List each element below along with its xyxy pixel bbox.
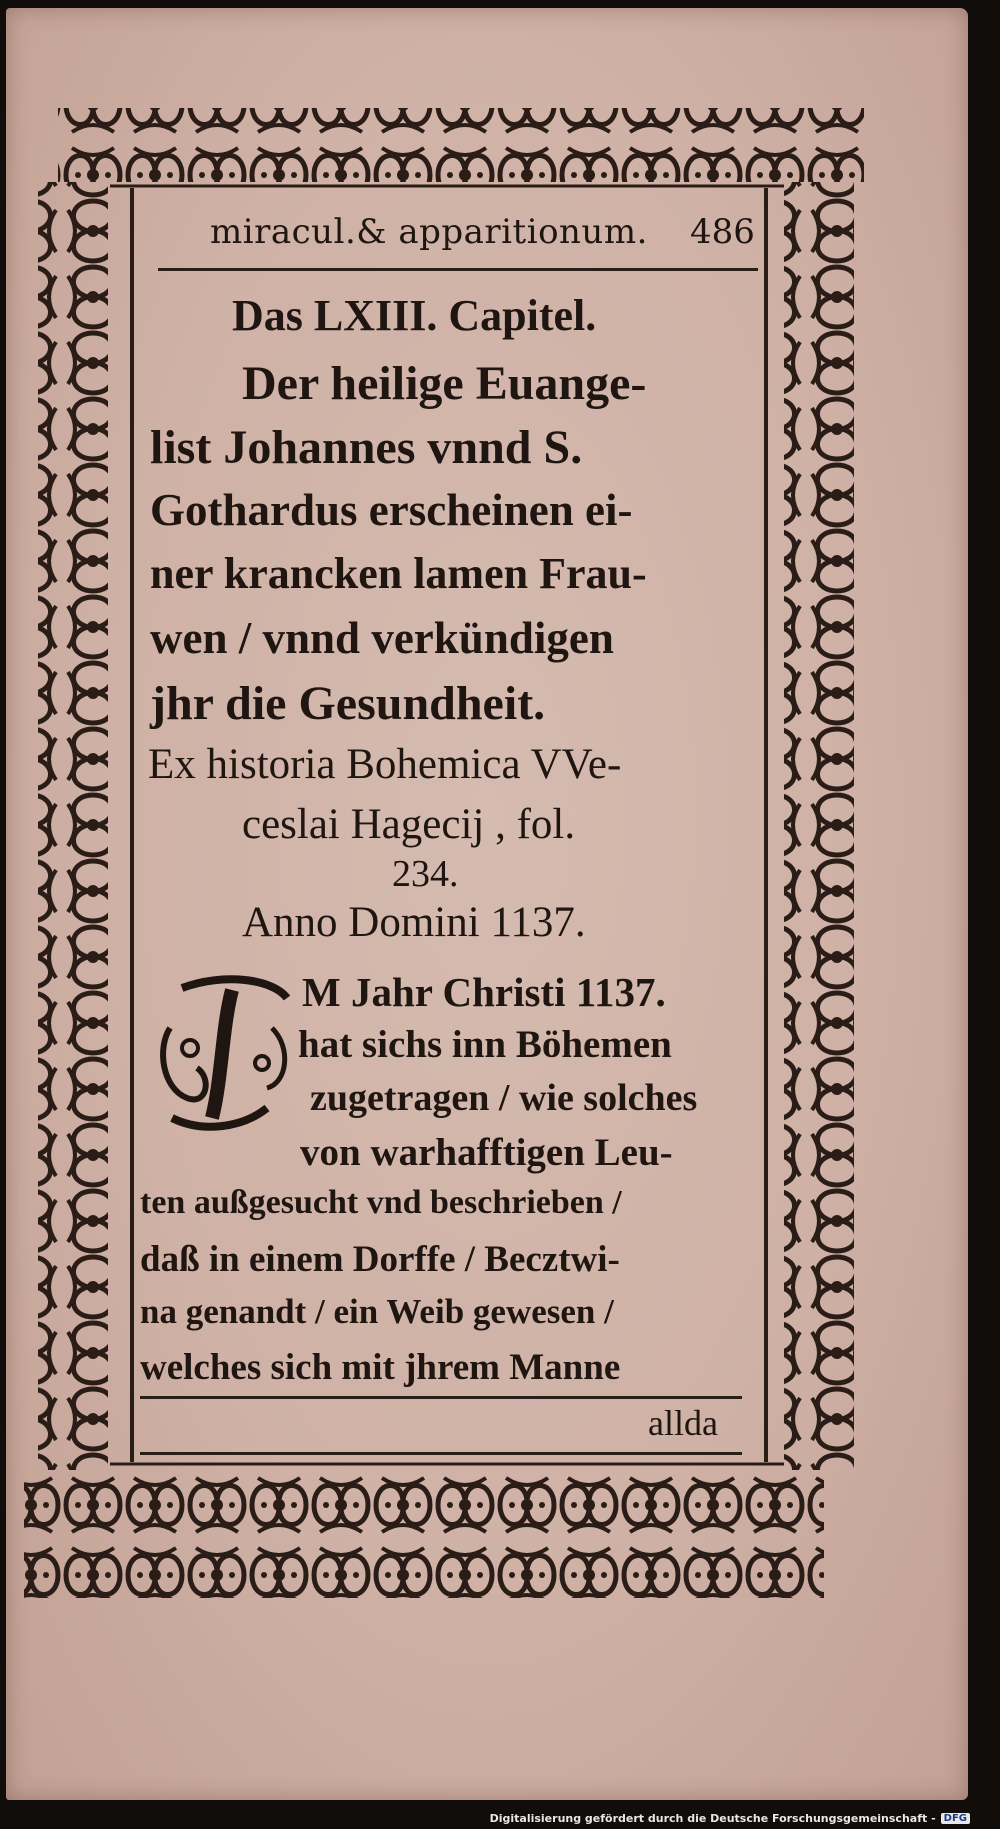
title-line: Gothardus erscheinen ei-	[150, 485, 633, 535]
catchword: allda	[648, 1403, 718, 1443]
anno-line: Anno Domini 1137.	[242, 899, 586, 946]
title-line: ner krancken lamen Frau-	[150, 549, 647, 598]
catchword-rule	[140, 1452, 742, 1455]
page-number: 486	[690, 212, 755, 252]
body-line: zugetragen / wie solches	[310, 1077, 698, 1119]
header-rule	[158, 268, 758, 271]
dfg-logo: DFG	[941, 1813, 970, 1824]
digitization-credit	[490, 1812, 970, 1825]
source-line: Ex historia Bohemica VVe-	[148, 741, 622, 788]
body-line: ten außgesucht vnd beschrieben /	[140, 1184, 622, 1221]
body-line: hat sichs inn Böhemen	[298, 1023, 672, 1066]
running-header: miracul.& apparitionum.	[210, 212, 648, 252]
title-line: jhr die Gesundheit.	[150, 677, 546, 730]
decorated-initial-i	[152, 968, 302, 1138]
title-line: list Johannes vnnd S.	[150, 421, 583, 474]
text-bottom-rule	[140, 1396, 742, 1399]
source-line: 234.	[392, 853, 459, 895]
chapter-heading: Das LXIII. Capitel.	[232, 291, 597, 340]
body-line: von warhafftigen Leu-	[300, 1131, 673, 1174]
source-line: ceslai Hagecij , fol.	[242, 801, 576, 848]
body-line: M Jahr Christi 1137.	[302, 969, 666, 1015]
body-line: welches sich mit jhrem Manne	[140, 1347, 621, 1388]
title-line: wen / vnnd verkündigen	[150, 613, 614, 663]
credit-text: Digitalisierung gefördert durch die Deutsche Forschungsgemeinschaft -	[489, 1812, 936, 1825]
body-line: daß in einem Dorffe / Becztwi-	[140, 1239, 620, 1280]
body-line: na genandt / ein Weib gewesen /	[140, 1292, 614, 1331]
title-line: Der heilige Euange-	[242, 357, 647, 410]
